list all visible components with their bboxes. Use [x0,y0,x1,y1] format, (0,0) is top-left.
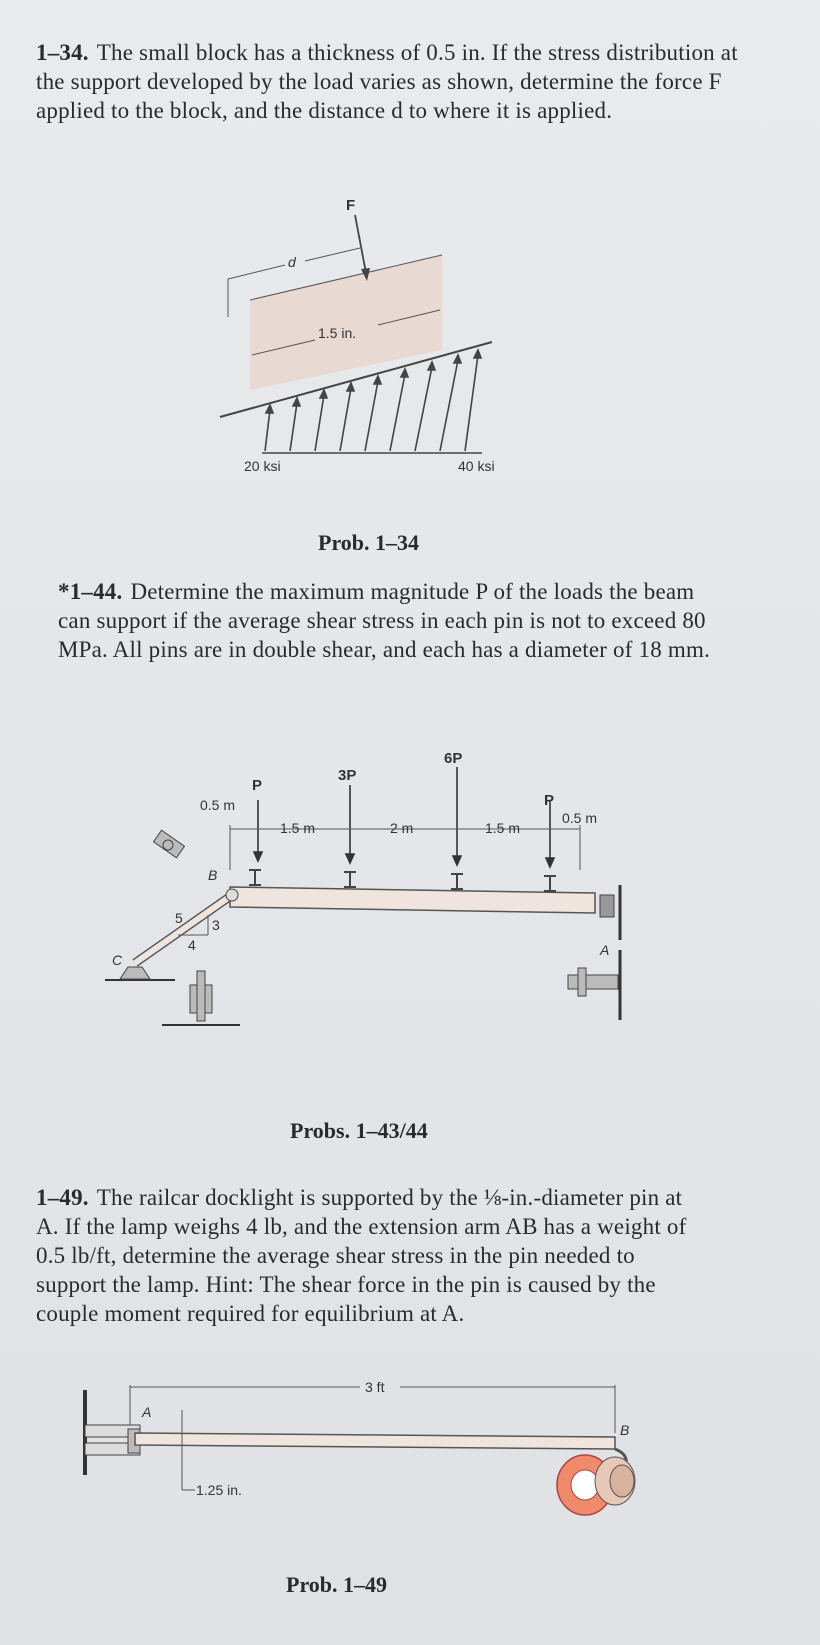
point-B-label: B [208,867,218,883]
slope-4-label: 4 [188,937,196,953]
problem-1-49-statement [36,1183,708,1328]
point-A-label: A [600,942,610,958]
problem-text: The small block has a thickness of 0.5 in. If the stress distribution at the support developed by the load varies as shown, determine the force F applied to the block, and the distance d to where it is applied. [36,40,738,123]
problem-number: 1–34. [36,40,89,65]
pin-detail-a [568,950,620,1020]
width-label: 1.5 in. [318,325,357,341]
load-arrows [254,767,554,867]
figure-1-44 [100,750,660,1075]
problem-1-34-statement [36,38,754,125]
load-P4-label: P [544,792,555,809]
point-C-label: C [112,952,123,968]
problem-1-44-statement [58,577,718,664]
caption-1-49: Prob. 1–49 [286,1572,388,1597]
dim-0-5m-right: 0.5 m [562,810,598,826]
caption-1-34: Prob. 1–34 [318,530,420,555]
problem-number: *1–44. [58,579,123,604]
slope-3-label: 3 [212,917,220,933]
distance-d-label: d [288,254,296,270]
pin-detail-c [154,830,185,858]
problem-text: Determine the maximum magnitude P of the loads the beam can support if the average shear stress in each pin is not to exceed 80 MPa. All pins are in double shear, and each has a diameter of 18 mm. [58,579,711,662]
force-F-label: F [346,197,356,214]
arm-AB [135,1433,615,1449]
load-P1-label: P [252,777,263,794]
slope-5-label: 5 [175,910,183,926]
block [250,255,442,390]
figure-1-34 [210,195,510,480]
load-3P-label: 3P [338,767,357,784]
load-6P-label: 6P [444,750,463,767]
dim-1-5m-b: 1.5 m [485,820,521,836]
figure-1-49 [70,1375,670,1575]
dim-1-5m-a: 1.5 m [280,820,316,836]
lamp [557,1449,635,1515]
caption-1-43-44: Probs. 1–43/44 [290,1118,428,1143]
offset-label: 1.25 in. [196,1482,242,1498]
problem-text: The railcar docklight is supported by the ⅛-in.-diameter pin at A. If the lamp weighs 4 lb, and the extension arm AB has a weight of 0.5 lb/ft, determine the average shear stress in the pin needed to support the lamp. Hint: The shear force in the pin is caused by the couple moment required for equilibrium at A. [36,1185,687,1326]
point-B-label: B [620,1422,630,1438]
dim-2m: 2 m [390,820,414,836]
beam [230,887,595,913]
right-stress-label: 40 ksi [458,458,495,474]
dim-0-5m-left: 0.5 m [200,797,236,813]
length-label: 3 ft [365,1379,385,1395]
left-stress-label: 20 ksi [244,458,281,474]
point-A-label: A [142,1404,152,1420]
problem-number: 1–49. [36,1185,89,1210]
force-arrow [355,215,366,273]
